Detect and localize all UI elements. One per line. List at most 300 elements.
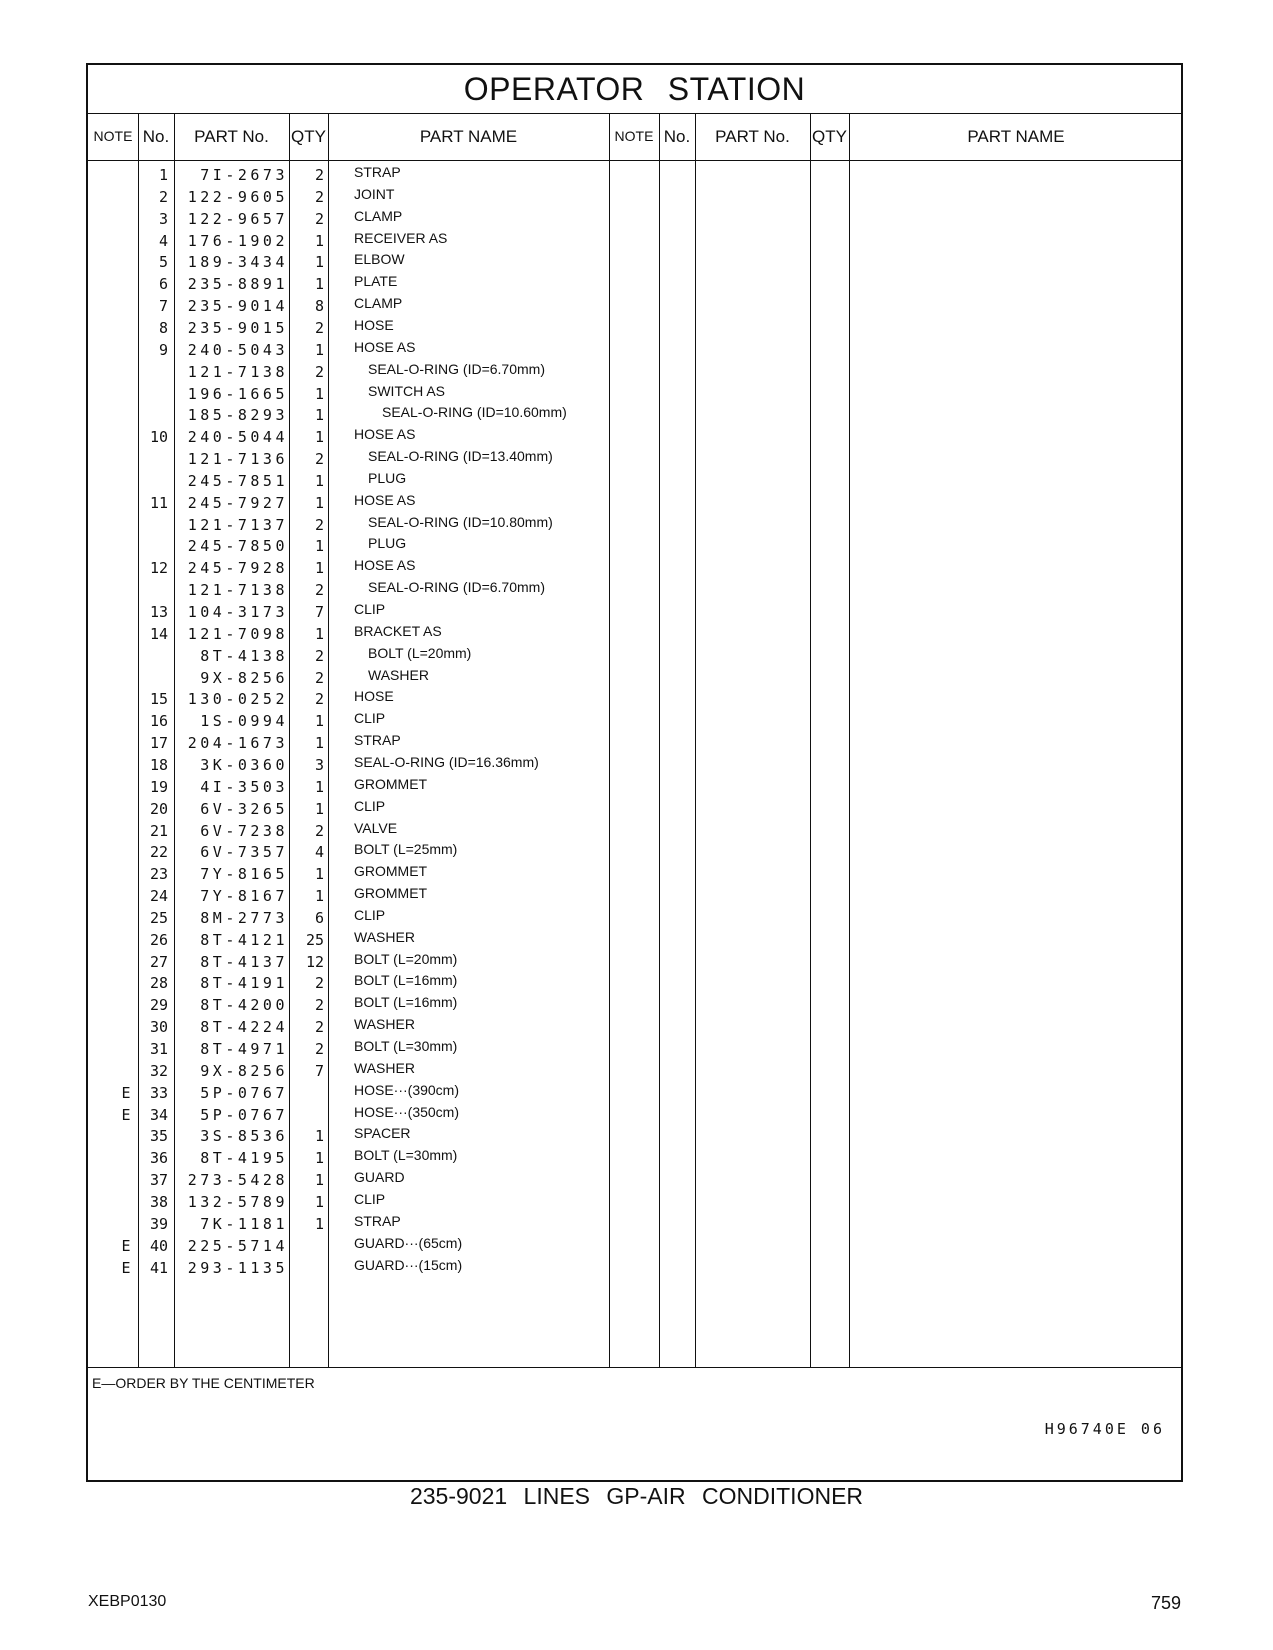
row-quantity: 1	[314, 734, 324, 753]
header-part-no: PART No.	[194, 127, 269, 146]
row-quantity: 1	[314, 340, 324, 359]
row-part-number: 176-1902	[187, 231, 288, 250]
row-quantity: 1	[314, 406, 324, 425]
row-quantity: 1	[314, 275, 324, 294]
row-note: E	[121, 1105, 131, 1124]
row-note	[116, 1038, 136, 1061]
row-quantity: 1	[314, 1127, 324, 1146]
row-note	[116, 1191, 136, 1214]
header-part-name: PART NAME	[419, 127, 518, 146]
row-part-name: SPACER	[354, 1125, 411, 1142]
row-part-name: SEAL-O-RING (ID=6.70mm)	[368, 579, 545, 596]
row-note	[116, 710, 136, 733]
row-note	[116, 535, 136, 558]
row-note	[116, 863, 136, 886]
row-part-number: 4I-3503	[200, 777, 288, 796]
row-part-number: 6V-7357	[200, 843, 288, 862]
row-note	[116, 251, 136, 274]
row-part-number: 189-3434	[187, 253, 288, 272]
row-item-number: 41	[149, 1258, 168, 1277]
row-quantity: 7	[314, 603, 324, 621]
table-row	[88, 339, 1181, 362]
document-id: XEBP0130	[88, 1593, 167, 1610]
table-row	[88, 535, 1181, 558]
row-part-name: GUARD···(15cm)	[354, 1256, 463, 1273]
row-quantity: 1	[314, 428, 324, 447]
page-title: OPERATOR STATION	[463, 71, 806, 107]
row-item-number: 37	[149, 1171, 168, 1190]
table-row	[88, 1125, 1181, 1148]
row-quantity: 4	[314, 843, 324, 862]
row-note	[116, 732, 136, 755]
footer-divider	[88, 1367, 1181, 1368]
row-part-name: CLAMP	[354, 207, 403, 224]
row-quantity: 2	[314, 166, 324, 184]
header-qty: QTY	[291, 127, 326, 146]
row-quantity: 3	[314, 755, 324, 774]
row-quantity: 1	[314, 712, 324, 731]
row-part-number: 122-9605	[187, 187, 288, 206]
table-row	[88, 667, 1181, 690]
row-item-number: 1	[158, 166, 168, 184]
row-quantity: 2	[314, 187, 324, 206]
row-part-number: 7Y-8165	[200, 865, 288, 884]
header-qty-right: QTY	[812, 127, 847, 146]
row-note	[116, 1169, 136, 1192]
row-note	[116, 776, 136, 799]
row-item-number: 31	[149, 1040, 168, 1058]
table-row	[88, 951, 1181, 974]
table-row	[88, 361, 1181, 384]
row-note	[116, 754, 136, 777]
row-part-name: SEAL-O-RING (ID=16.36mm)	[354, 753, 539, 770]
row-part-number: 8T-4121	[200, 930, 288, 949]
row-item-number: 13	[149, 603, 168, 621]
row-quantity: 1	[314, 1149, 324, 1168]
table-row	[88, 557, 1181, 580]
row-part-name: SEAL-O-RING (ID=13.40mm)	[368, 448, 553, 465]
row-item-number	[138, 404, 168, 427]
row-part-name: SEAL-O-RING (ID=6.70mm)	[368, 360, 545, 377]
row-item-number: 40	[149, 1236, 168, 1255]
row-part-number: 6V-7238	[200, 821, 288, 840]
table-row	[88, 972, 1181, 995]
row-quantity	[292, 1082, 324, 1105]
row-note	[116, 667, 136, 690]
row-part-name: HOSE	[354, 316, 394, 333]
row-note	[116, 317, 136, 340]
table-row	[88, 841, 1181, 864]
row-quantity: 2	[314, 1018, 324, 1037]
row-quantity	[292, 1104, 324, 1127]
row-quantity: 12	[305, 952, 324, 971]
row-part-name: HOSE AS	[354, 491, 416, 508]
row-item-number: 33	[149, 1083, 168, 1102]
row-part-number: 130-0252	[187, 690, 288, 709]
row-part-name: GUARD···(65cm)	[354, 1234, 463, 1251]
row-note: E	[121, 1236, 131, 1255]
table-row	[88, 623, 1181, 646]
row-part-number: 121-7136	[187, 450, 288, 469]
header-note-right: NOTE	[614, 128, 654, 144]
table-row	[88, 754, 1181, 777]
row-note	[116, 1060, 136, 1083]
row-part-name: GROMMET	[354, 775, 428, 792]
row-note	[116, 404, 136, 427]
row-quantity: 2	[314, 209, 324, 228]
row-note	[116, 972, 136, 995]
table-row	[88, 710, 1181, 733]
illustration-code: H96740E 06	[1044, 1420, 1165, 1438]
table-row	[88, 798, 1181, 821]
row-part-name: BOLT (L=30mm)	[354, 1038, 458, 1054]
row-part-name: WASHER	[354, 928, 415, 945]
row-part-name: CLAMP	[354, 295, 403, 312]
row-item-number: 32	[149, 1061, 168, 1080]
row-part-name: HOSE	[354, 688, 394, 705]
row-quantity: 2	[314, 646, 324, 665]
table-row	[88, 1213, 1181, 1236]
row-quantity: 1	[314, 1214, 324, 1233]
row-quantity: 2	[314, 362, 324, 381]
row-part-number: 1S-0994	[200, 712, 288, 731]
table-row	[88, 448, 1181, 471]
table-row	[88, 863, 1181, 886]
row-item-number: 23	[149, 865, 168, 884]
row-item-number: 19	[149, 777, 168, 796]
row-item-number: 2	[158, 187, 168, 206]
row-part-number: 9X-8256	[200, 1061, 288, 1080]
row-quantity: 25	[305, 930, 324, 949]
table-row	[88, 907, 1181, 930]
row-quantity	[292, 1235, 324, 1258]
row-note	[116, 383, 136, 406]
row-item-number: 11	[149, 493, 168, 512]
row-note	[116, 448, 136, 471]
table-row	[88, 579, 1181, 602]
row-item-number: 9	[158, 340, 168, 359]
row-quantity: 1	[314, 887, 324, 906]
parts-table	[86, 63, 1183, 1482]
row-item-number: 28	[149, 974, 168, 993]
row-quantity: 1	[314, 493, 324, 512]
row-part-number: 235-9014	[187, 297, 288, 316]
row-note	[116, 951, 136, 974]
row-quantity: 1	[314, 471, 324, 490]
row-part-number: 9X-8256	[200, 668, 288, 687]
table-row	[88, 164, 1181, 187]
row-quantity: 2	[314, 450, 324, 469]
table-row	[88, 1060, 1181, 1083]
row-part-name: BRACKET AS	[354, 622, 442, 639]
table-row	[88, 273, 1181, 296]
row-part-name: BOLT (L=20mm)	[354, 950, 458, 967]
row-part-name: SEAL-O-RING (ID=10.80mm)	[368, 513, 553, 530]
row-part-number: 273-5428	[187, 1171, 288, 1190]
row-part-name: SEAL-O-RING (ID=10.60mm)	[382, 404, 567, 421]
row-part-name: HOSE AS	[354, 338, 416, 355]
row-note	[116, 514, 136, 537]
row-part-name: HOSE AS	[354, 557, 416, 574]
header-part-no-right: PART No.	[715, 127, 790, 146]
row-item-number: 18	[149, 755, 168, 774]
row-part-name: WASHER	[354, 1016, 415, 1033]
row-note	[116, 688, 136, 711]
row-part-name: BOLT (L=30mm)	[354, 1147, 458, 1164]
row-part-number: 8T-4191	[200, 974, 288, 993]
row-item-number	[138, 361, 168, 384]
row-part-name: CLIP	[354, 906, 386, 923]
row-item-number: 4	[158, 231, 168, 250]
row-part-number: 121-7138	[187, 581, 288, 600]
row-part-number: 8T-4200	[200, 996, 288, 1015]
row-part-number: 8M-2773	[200, 908, 288, 927]
row-quantity: 2	[314, 690, 324, 709]
row-note: E	[121, 1258, 131, 1277]
row-note	[116, 273, 136, 296]
row-quantity: 1	[314, 799, 324, 818]
row-quantity: 1	[314, 624, 324, 643]
row-item-number: 26	[149, 930, 168, 949]
row-part-number: 3S-8536	[200, 1127, 288, 1146]
table-row	[88, 492, 1181, 515]
row-quantity: 1	[314, 253, 324, 272]
table-row	[88, 776, 1181, 799]
row-note	[116, 601, 136, 624]
row-part-number: 122-9657	[187, 209, 288, 228]
row-part-name: BOLT (L=16mm)	[354, 994, 458, 1011]
table-row	[88, 1191, 1181, 1214]
row-part-number: 121-7098	[187, 624, 288, 643]
row-part-number: 7K-1181	[200, 1214, 288, 1233]
row-quantity: 1	[314, 537, 324, 556]
row-quantity: 1	[314, 231, 324, 250]
row-part-name: PLUG	[368, 469, 407, 486]
row-item-number: 30	[149, 1018, 168, 1037]
table-row	[88, 426, 1181, 449]
row-part-number: 245-7928	[187, 559, 288, 578]
row-item-number: 21	[149, 821, 168, 840]
row-item-number	[138, 579, 168, 602]
row-note	[116, 929, 136, 952]
row-item-number: 14	[149, 624, 168, 643]
table-row	[88, 601, 1181, 624]
row-part-number: 235-8891	[187, 275, 288, 294]
table-row	[88, 251, 1181, 274]
table-row	[88, 820, 1181, 843]
row-part-number: 3K-0360	[200, 755, 288, 774]
row-note	[116, 820, 136, 843]
row-quantity: 7	[314, 1061, 324, 1080]
row-note	[116, 1016, 136, 1039]
table-row	[88, 1082, 1181, 1105]
row-part-number: 7Y-8167	[200, 887, 288, 906]
row-note	[116, 426, 136, 449]
row-item-number: 5	[158, 253, 168, 272]
row-part-name: PLATE	[354, 273, 398, 290]
row-part-name: STRAP	[354, 164, 401, 180]
row-quantity: 2	[314, 996, 324, 1015]
row-part-number: 185-8293	[187, 406, 288, 425]
row-part-name: CLIP	[354, 601, 386, 617]
row-part-name: STRAP	[354, 1212, 401, 1229]
table-row	[88, 1169, 1181, 1192]
row-note	[116, 579, 136, 602]
row-item-number: 8	[158, 318, 168, 337]
table-row	[88, 1257, 1181, 1280]
table-row	[88, 186, 1181, 209]
row-quantity: 2	[314, 1040, 324, 1058]
row-item-number: 6	[158, 275, 168, 294]
table-row	[88, 994, 1181, 1017]
row-part-name: RECEIVER AS	[354, 229, 448, 246]
row-note	[116, 557, 136, 580]
row-quantity: 2	[314, 581, 324, 600]
row-item-number: 16	[149, 712, 168, 731]
header-no: No.	[142, 127, 170, 146]
row-item-number	[138, 470, 168, 493]
row-item-number: 39	[149, 1214, 168, 1233]
row-part-number: 104-3173	[187, 603, 288, 621]
row-part-name: PLUG	[368, 535, 407, 552]
table-row	[88, 1104, 1181, 1127]
table-row	[88, 230, 1181, 253]
table-row	[88, 317, 1181, 340]
row-note	[116, 1125, 136, 1148]
row-item-number	[138, 667, 168, 690]
row-quantity: 6	[314, 908, 324, 927]
row-part-number: 121-7138	[187, 362, 288, 381]
row-item-number: 7	[158, 297, 168, 316]
row-part-name: VALVE	[354, 819, 398, 836]
row-note	[116, 164, 136, 187]
row-item-number	[138, 514, 168, 537]
row-part-number: 8T-4195	[200, 1149, 288, 1168]
row-item-number	[138, 535, 168, 558]
row-quantity	[292, 1257, 324, 1280]
row-part-number: 235-9015	[187, 318, 288, 337]
row-note	[116, 798, 136, 821]
row-part-name: STRAP	[354, 732, 401, 749]
row-part-name: HOSE···(390cm)	[354, 1081, 460, 1098]
row-note	[116, 186, 136, 209]
row-quantity: 1	[314, 1171, 324, 1190]
row-item-number: 38	[149, 1192, 168, 1211]
row-part-number: 121-7137	[187, 515, 288, 534]
footnote: E—ORDER BY THE CENTIMETER	[92, 1375, 315, 1391]
row-part-name: CLIP	[354, 1190, 386, 1207]
row-quantity: 2	[314, 318, 324, 337]
row-part-number: 240-5043	[187, 340, 288, 359]
row-part-number: 132-5789	[187, 1192, 288, 1211]
table-row	[88, 295, 1181, 318]
table-row	[88, 1016, 1181, 1039]
row-item-number: 24	[149, 887, 168, 906]
row-part-number: 293-1135	[187, 1258, 288, 1277]
row-item-number: 22	[149, 843, 168, 862]
row-part-number: 225-5714	[187, 1236, 288, 1255]
table-row	[88, 208, 1181, 231]
row-item-number: 12	[149, 559, 168, 578]
row-part-number: 8T-4224	[200, 1018, 288, 1037]
row-part-name: BOLT (L=16mm)	[354, 972, 458, 989]
row-note: E	[121, 1083, 131, 1102]
row-item-number: 27	[149, 952, 168, 971]
table-row	[88, 1147, 1181, 1170]
row-part-number: 196-1665	[187, 384, 288, 403]
row-note	[116, 361, 136, 384]
row-part-number: 245-7927	[187, 493, 288, 512]
row-part-number: 7I-2673	[200, 166, 288, 184]
row-item-number: 35	[149, 1127, 168, 1146]
row-part-name: GROMMET	[354, 885, 428, 902]
row-part-name: WASHER	[354, 1059, 415, 1076]
row-note	[116, 623, 136, 646]
row-quantity: 2	[314, 668, 324, 687]
row-note	[116, 907, 136, 930]
row-item-number: 15	[149, 690, 168, 709]
header-no-right: No.	[663, 127, 691, 146]
row-item-number: 20	[149, 799, 168, 818]
table-row	[88, 1038, 1181, 1061]
page-number: 759	[1150, 1593, 1181, 1613]
row-part-number: 204-1673	[187, 734, 288, 753]
row-part-name: WASHER	[368, 666, 429, 683]
row-note	[116, 339, 136, 362]
row-part-name: GROMMET	[354, 863, 428, 880]
row-quantity: 1	[314, 1192, 324, 1211]
table-row	[88, 404, 1181, 427]
row-note	[116, 1147, 136, 1170]
table-row	[88, 929, 1181, 952]
table-row	[88, 470, 1181, 493]
row-part-name: CLIP	[354, 710, 386, 727]
row-note	[116, 230, 136, 253]
row-quantity: 1	[314, 384, 324, 403]
row-item-number: 3	[158, 209, 168, 228]
row-part-number: 8T-4137	[200, 952, 288, 971]
row-part-name: JOINT	[354, 185, 395, 202]
row-item-number: 25	[149, 908, 168, 927]
row-part-number: 240-5044	[187, 428, 288, 447]
header-divider	[88, 160, 1181, 161]
row-part-number: 6V-3265	[200, 799, 288, 818]
row-note	[116, 295, 136, 318]
row-quantity: 2	[314, 515, 324, 534]
table-row	[88, 732, 1181, 755]
row-item-number	[138, 645, 168, 668]
row-part-name: HOSE···(350cm)	[354, 1103, 460, 1120]
row-quantity: 1	[314, 559, 324, 578]
group-caption: 235-9021 LINES GP-AIR CONDITIONER	[409, 1483, 864, 1509]
row-note	[116, 994, 136, 1017]
row-note	[116, 1213, 136, 1236]
row-note	[116, 470, 136, 493]
row-part-name: ELBOW	[354, 251, 405, 268]
row-item-number: 34	[149, 1105, 168, 1124]
table-row	[88, 514, 1181, 537]
table-row	[88, 1235, 1181, 1258]
row-part-name: HOSE AS	[354, 426, 416, 443]
row-item-number: 36	[149, 1149, 168, 1168]
row-part-number: 245-7850	[187, 537, 288, 556]
row-item-number	[138, 383, 168, 406]
row-note	[116, 208, 136, 231]
row-item-number: 17	[149, 734, 168, 753]
row-part-name: CLIP	[354, 797, 386, 814]
row-note	[116, 885, 136, 908]
row-part-name: GUARD	[354, 1169, 405, 1186]
